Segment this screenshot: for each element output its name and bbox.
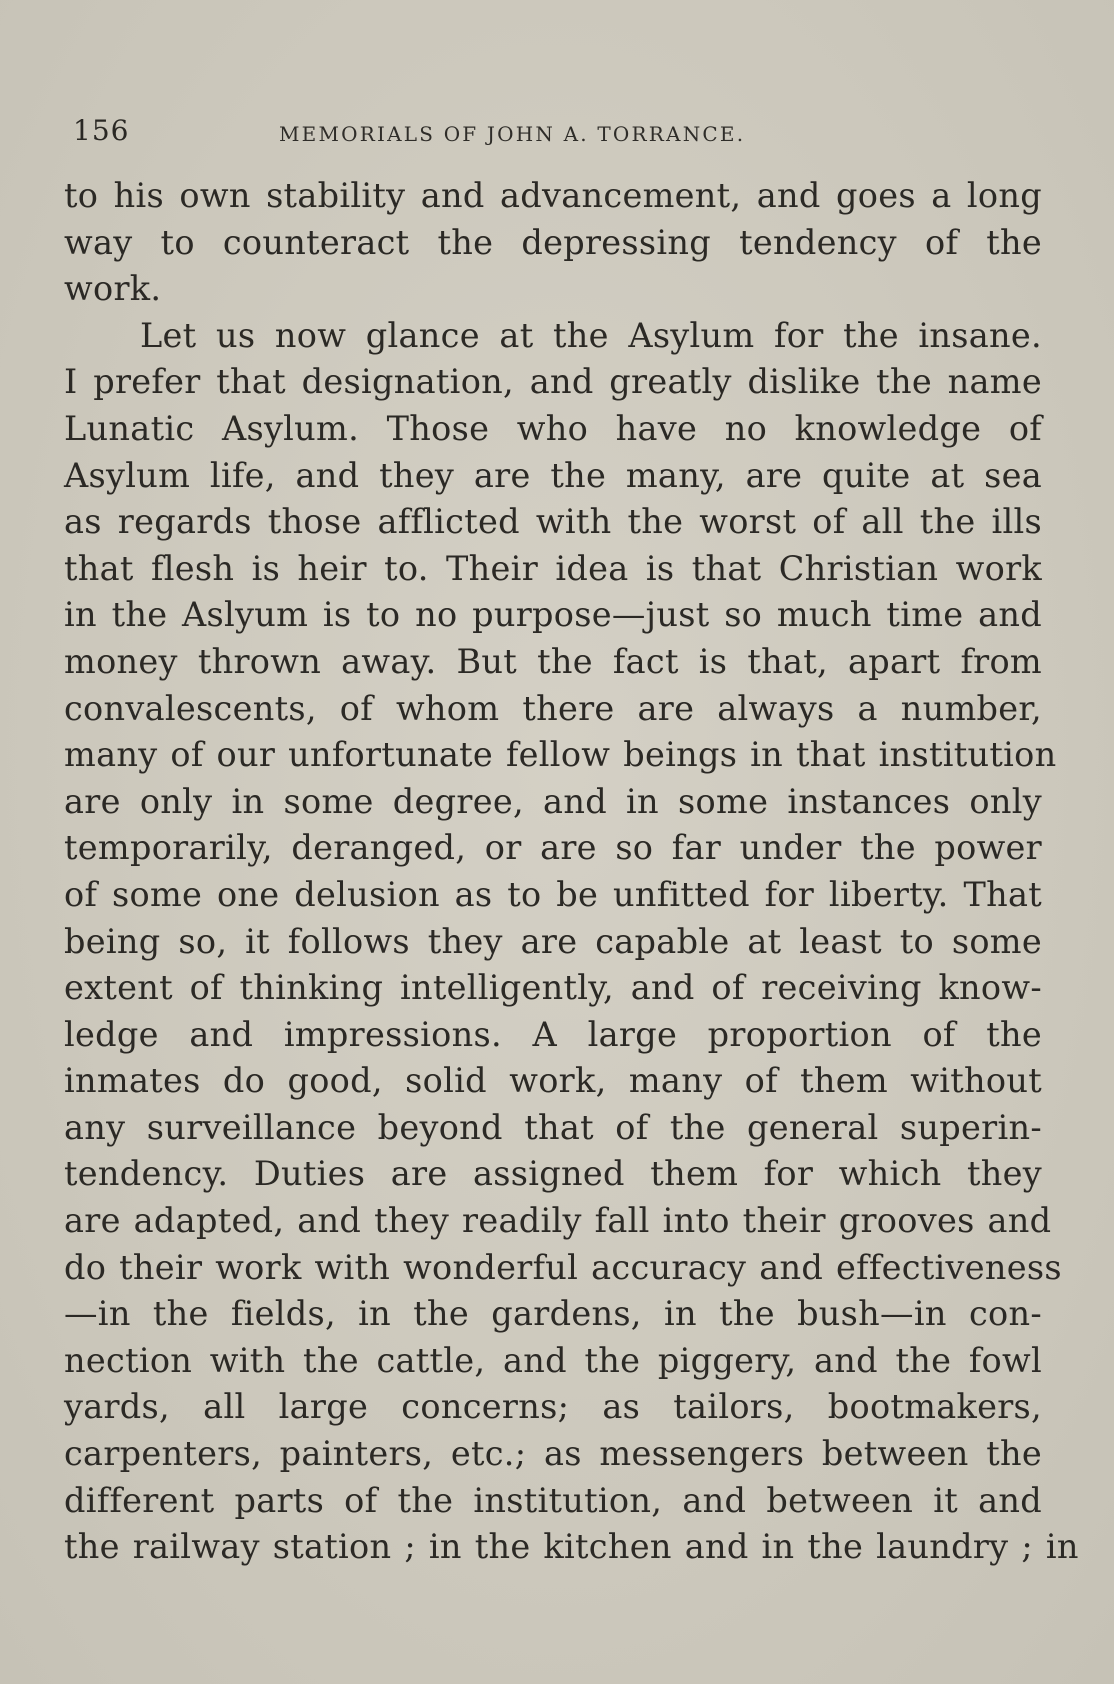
text-line: any surveillance beyond that of the general superin- (64, 1107, 1042, 1147)
text-line: ledge and impressions. A large proportion of the (64, 1014, 1042, 1054)
text-line: being so, it follows they are capable at least to some (64, 921, 1042, 961)
text-line: temporarily, deranged, or are so far under the power (64, 828, 1042, 868)
header-title: MEMORIALS OF JOHN A. TORRANCE. (279, 122, 746, 146)
text-line: of some one delusion as to be unfitted for liberty. That (64, 874, 1042, 914)
text-line: many of our unfortunate fellow beings in that institution (64, 735, 1057, 775)
text-line: yards, all large concerns; as tailors, bootmakers, (64, 1387, 1042, 1427)
text-line: different parts of the institution, and between it and (64, 1480, 1042, 1520)
text-line: tendency. Duties are assigned them for which they (64, 1154, 1042, 1194)
text-line: way to counteract the depressing tendency of the (64, 222, 1042, 262)
text-line: convalescents, of whom there are always a number, (64, 688, 1042, 728)
text-line: in the Aslyum is to no purpose—just so much time and (64, 595, 1042, 635)
text-line: nection with the cattle, and the piggery, and the fowl (64, 1340, 1042, 1380)
text-line: that flesh is heir to. Their idea is that Christian work (64, 548, 1042, 588)
text-line: extent of thinking intelligently, and of receiving know- (64, 968, 1042, 1008)
text-line: work. (64, 269, 162, 309)
text-line: money thrown away. But the fact is that, apart from (64, 641, 1042, 681)
text-line: as regards those afflicted with the worst of all the ills (64, 502, 1042, 542)
text-line: Lunatic Asylum. Those who have no knowledge of (64, 408, 1042, 448)
text-line: —in the fields, in the gardens, in the bush—in con- (64, 1294, 1042, 1334)
text-line: to his own stability and advancement, and goes a long (64, 176, 1042, 215)
text-line: Let us now glance at the Asylum for the insane. (140, 315, 1042, 355)
text-line: are adapted, and they readily fall into their grooves and (64, 1201, 1052, 1241)
body-text (64, 173, 1079, 1571)
text-line: Asylum life, and they are the many, are quite at sea (64, 455, 1042, 495)
text-line: inmates do good, solid work, many of them without (64, 1061, 1042, 1101)
text-line: carpenters, painters, etc.; as messengers between the (64, 1434, 1042, 1474)
text-line: I prefer that designation, and greatly dislike the name (64, 362, 1042, 402)
running-head (73, 114, 1043, 154)
text-line: do their work with wonderful accuracy and effectiveness (64, 1247, 1062, 1287)
text-line: are only in some degree, and in some instances only (64, 781, 1042, 821)
text-line: the railway station ; in the kitchen and in the laundry ; in (64, 1527, 1079, 1567)
page-number: 156 (73, 114, 130, 147)
